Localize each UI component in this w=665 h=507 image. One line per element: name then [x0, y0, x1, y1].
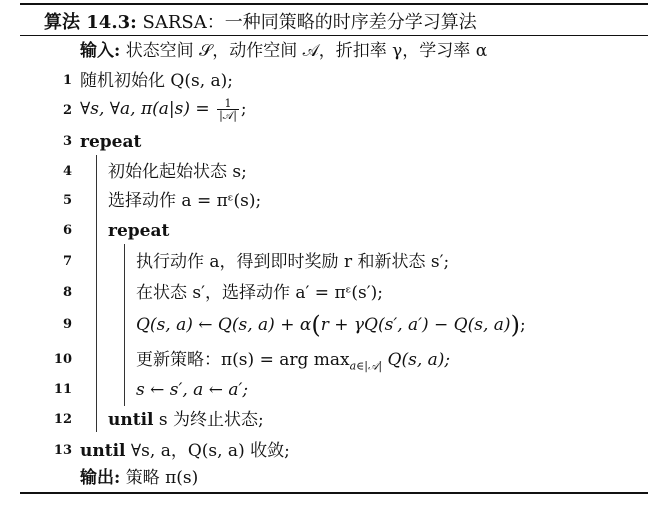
- algorithm-line: [136, 251, 449, 273]
- line-number: 2: [62, 103, 72, 118]
- output-label: 输出:: [80, 468, 121, 488]
- algorithm-line: [80, 70, 233, 92]
- line-text: s ← s′, a ← a′;: [136, 380, 249, 400]
- caption-title: SARSA：一种同策略的时序差分学习算法: [142, 12, 477, 33]
- keyword-repeat: repeat: [80, 132, 142, 152]
- algorithm-line: [136, 282, 383, 304]
- algorithm-line: [80, 440, 290, 462]
- keyword-repeat: repeat: [108, 221, 170, 241]
- algorithm-line: [108, 190, 261, 212]
- caption-label: 算法 14.3:: [44, 12, 137, 33]
- fraction-denominator: |𝒜|: [219, 109, 237, 122]
- algorithm-caption: [44, 8, 477, 34]
- inner-loop-bar: [124, 244, 125, 406]
- keyword-until: until: [80, 441, 126, 461]
- algorithm-line: [136, 379, 248, 401]
- algorithm-line: [136, 311, 526, 339]
- line-text: ∀s, ∀a, π(a|s) =: [80, 99, 210, 119]
- algorithm-line: [108, 161, 247, 183]
- line-number: 9: [62, 317, 72, 332]
- algorithm-line: [108, 409, 264, 431]
- line-text: 初始化起始状态 s;: [108, 162, 247, 182]
- output-line: [80, 467, 198, 489]
- keyword-until: until: [108, 410, 154, 430]
- algorithm-line: [80, 98, 247, 121]
- line-text: ∀s, a，Q(s, a) 收敛;: [130, 441, 290, 461]
- line-number: 11: [53, 382, 72, 397]
- outer-loop-bar: [96, 155, 97, 432]
- line-number: 4: [62, 164, 72, 179]
- top-rule: [20, 3, 648, 5]
- algorithm-line: [136, 349, 450, 377]
- line-text: r + γQ(s′, a′) − Q(s, a): [320, 315, 511, 335]
- line-suffix: Q(s, a);: [382, 350, 451, 370]
- line-text: 在状态 s′，选择动作 a′ = πᵋ(s′);: [136, 283, 383, 303]
- caption-rule: [20, 35, 648, 36]
- line-number: 6: [62, 223, 72, 238]
- line-number: 1: [62, 73, 72, 88]
- line-number: 13: [53, 443, 72, 458]
- line-text: 随机初始化 Q(s, a);: [80, 71, 233, 91]
- input-line: [80, 40, 487, 62]
- right-paren: ): [510, 311, 520, 339]
- bottom-rule: [20, 492, 648, 494]
- line-number: 3: [62, 134, 72, 149]
- line-number: 7: [62, 254, 72, 269]
- line-suffix: ;: [519, 315, 526, 335]
- line-number: 10: [53, 352, 72, 367]
- line-number: 8: [62, 285, 72, 300]
- fraction-numerator: 1: [217, 98, 239, 110]
- output-text: 策略 π(s): [125, 468, 199, 488]
- line-suffix: ;: [240, 99, 247, 119]
- fraction: [217, 98, 239, 121]
- line-text: Q(s, a) ← Q(s, a) + α: [136, 315, 312, 335]
- line-subscript: a∈|𝒜|: [349, 359, 383, 373]
- line-number: 12: [53, 412, 72, 427]
- input-text: 状态空间 𝒮，动作空间 𝒜，折扣率 γ，学习率 α: [125, 41, 488, 61]
- line-text: s 为终止状态;: [158, 410, 264, 430]
- line-text: 选择动作 a = πᵋ(s);: [108, 191, 262, 211]
- line-number: 5: [62, 193, 72, 208]
- line-text: 执行动作 a，得到即时奖励 r 和新状态 s′;: [136, 252, 450, 272]
- line-text: 更新策略：π(s) = arg max: [136, 350, 350, 370]
- left-paren: (: [311, 311, 321, 339]
- input-label: 输入:: [80, 41, 121, 61]
